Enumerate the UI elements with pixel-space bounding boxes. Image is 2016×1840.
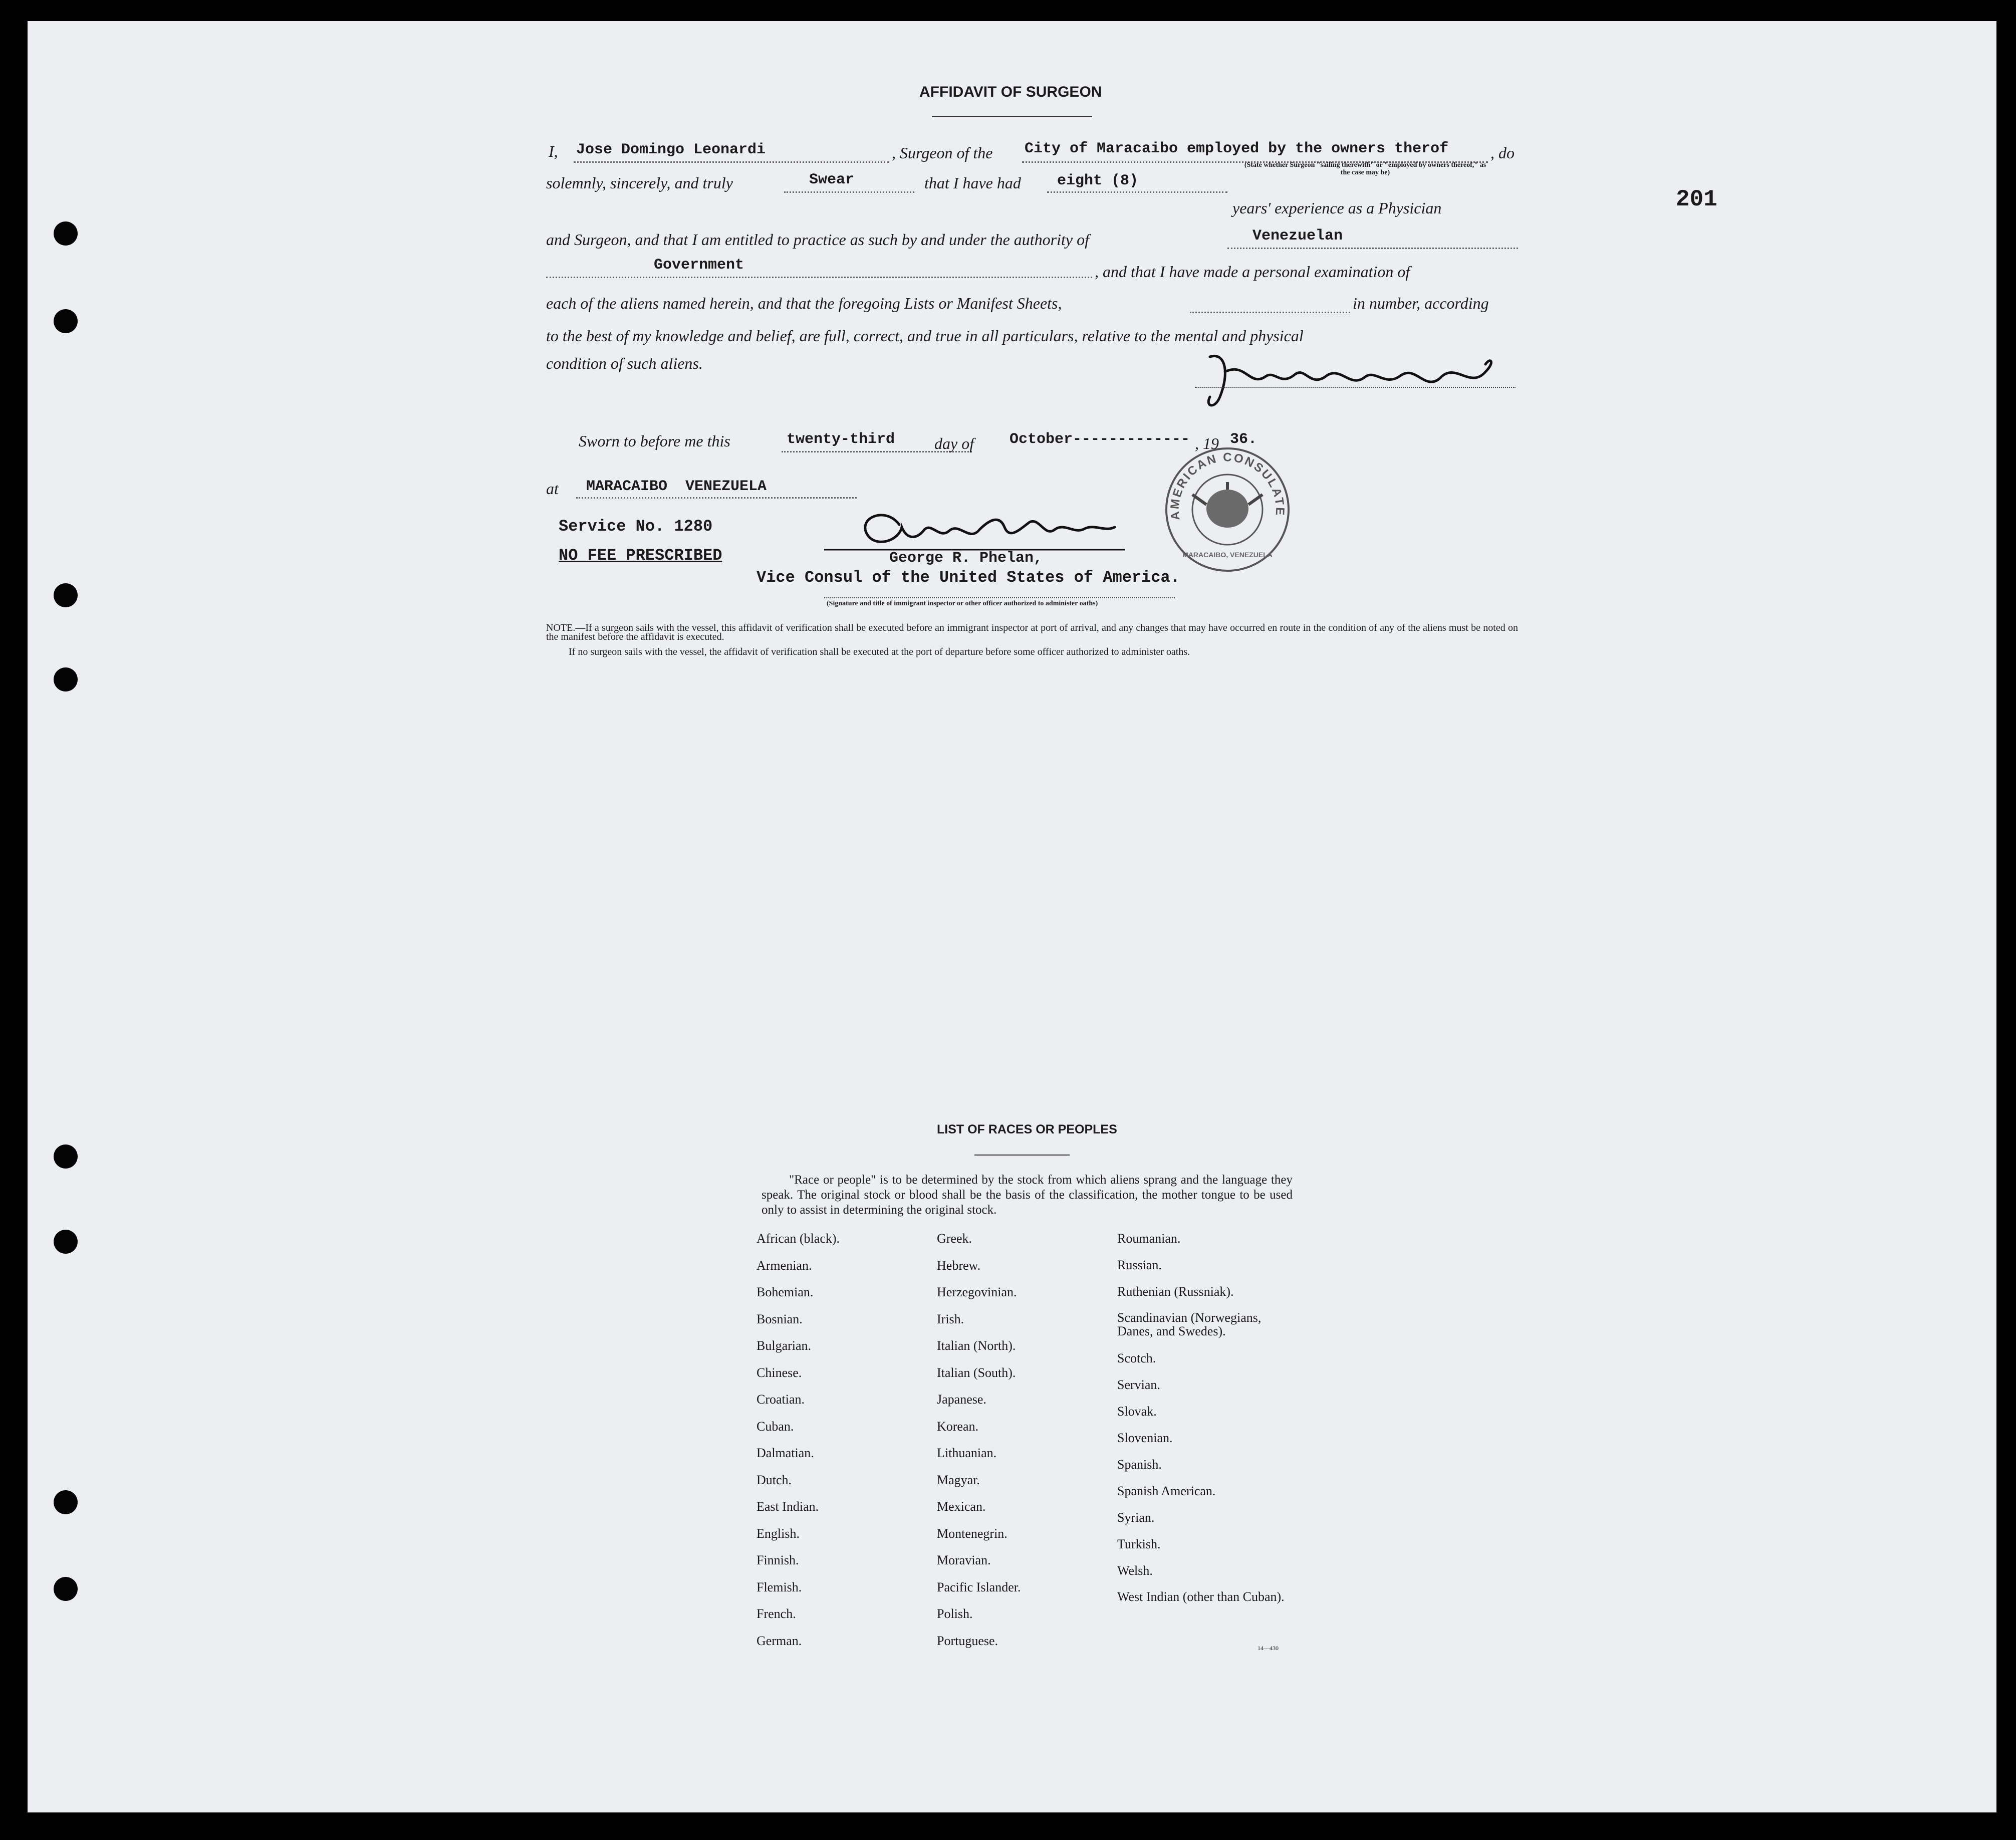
race-item: Spanish. <box>1117 1457 1162 1472</box>
race-item: East Indian. <box>757 1499 819 1514</box>
races-column-1 <box>757 1231 922 1660</box>
race-item: Korean. <box>937 1419 979 1434</box>
line4-suffix: , and that I have made a personal examination of <box>1095 263 1410 281</box>
dots-line2b <box>1047 191 1227 193</box>
place-value: MARACAIBO VENEZUELA <box>586 478 767 495</box>
race-item: Flemish. <box>757 1579 802 1594</box>
race-item: Italian (South). <box>937 1365 1016 1380</box>
race-item: Croatian. <box>757 1392 805 1407</box>
punch-hole-3 <box>54 583 78 607</box>
line3-prefix: and Surgeon, and that I am entitled to practice as such by and under the authority of <box>546 231 1089 249</box>
form-number: 14—430 <box>1257 1645 1279 1652</box>
sworn-year: 36. <box>1230 431 1257 448</box>
race-item: Scotch. <box>1117 1351 1156 1365</box>
punch-hole-5 <box>54 1144 78 1169</box>
line5-prefix: each of the aliens named herein, and that the foregoing Lists or Manifest Sheets, <box>546 294 1062 312</box>
punch-hole-4 <box>54 667 78 692</box>
page-number: 201 <box>1676 186 1717 212</box>
punch-hole-7 <box>54 1490 78 1514</box>
race-item: Servian. <box>1117 1377 1160 1392</box>
sworn-day-label: day of <box>934 434 974 452</box>
line5-suffix: in number, according <box>1353 294 1489 312</box>
race-item: Slovak. <box>1117 1404 1157 1419</box>
line2-mid: that I have had <box>924 174 1021 192</box>
officer-caption: (Signature and title of immigrant inspector or other officer authorized to administer oaths) <box>827 600 1098 607</box>
dots-line1a <box>574 161 889 163</box>
race-item: West Indian (other than Cuban). <box>1117 1589 1285 1604</box>
vessel-caption: (State whether Surgeon "sailing therewith" or "employed by owners thereof," as the case may be) <box>1244 161 1486 176</box>
sworn-day: twenty-third <box>787 431 895 448</box>
race-item: African (black). <box>757 1231 840 1246</box>
race-item: English. <box>757 1526 800 1541</box>
line1-mid: , Surgeon of the <box>892 144 993 162</box>
race-item: Mexican. <box>937 1499 986 1514</box>
affidavit-title: AFFIDAVIT OF SURGEON <box>919 84 1102 100</box>
punch-hole-2 <box>54 309 78 333</box>
race-item: Montenegrin. <box>937 1526 1007 1541</box>
authority-continued: Government <box>654 257 744 274</box>
race-item: Welsh. <box>1117 1563 1153 1578</box>
races-column-2 <box>937 1231 1102 1660</box>
races-column-3 <box>1117 1231 1298 1620</box>
race-item: Scandinavian (Norwegians, Danes, and Swedes). <box>1117 1310 1262 1338</box>
document-sheet <box>28 21 1996 1812</box>
seal-text: AMERICAN CONSULATE <box>1168 450 1287 521</box>
officer-caption-rule <box>824 597 1175 598</box>
race-item: Dutch. <box>757 1472 792 1487</box>
race-item: Finnish. <box>757 1553 799 1567</box>
line2-suffix: years' experience as a Physician <box>1232 199 1442 217</box>
race-item: Magyar. <box>937 1472 980 1487</box>
race-item: Chinese. <box>757 1365 802 1380</box>
dots-line5 <box>1190 312 1350 313</box>
race-item: Japanese. <box>937 1392 986 1407</box>
sworn-prefix: Sworn to before me this <box>579 432 730 450</box>
race-item: German. <box>757 1633 802 1648</box>
race-item: Ruthenian (Russniak). <box>1117 1284 1234 1299</box>
vessel-name: City of Maracaibo employed by the owners therof <box>1025 140 1449 157</box>
dots-line4 <box>546 277 1092 278</box>
surgeon-name: Jose Domingo Leonardi <box>576 141 766 158</box>
years-experience: eight (8) <box>1057 172 1139 189</box>
race-item: Bosnian. <box>757 1311 803 1326</box>
line7-text: condition of such aliens. <box>546 354 703 372</box>
race-item: Bulgarian. <box>757 1338 812 1353</box>
surgeon-signature-line <box>1195 387 1516 388</box>
sworn-year-prefix: , 19 <box>1195 434 1219 452</box>
surgeon-signature <box>1190 342 1521 422</box>
note-label: NOTE. <box>546 622 576 633</box>
officer-title: Vice Consul of the United States of America. <box>757 568 1180 587</box>
race-item: Armenian. <box>757 1258 812 1273</box>
service-number: Service No. 1280 <box>559 517 713 536</box>
dots-line2a <box>784 191 914 193</box>
oath-word: Swear <box>809 171 855 188</box>
race-item: Portuguese. <box>937 1633 998 1648</box>
races-title: LIST OF RACES OR PEOPLES <box>937 1122 1117 1136</box>
note-block <box>546 623 1518 641</box>
consul-signature <box>819 500 1130 555</box>
seal-bottom: MARACAIBO, VENEZUELA <box>1182 551 1273 559</box>
note-1: —If a surgeon sails with the vessel, this affidavit of verification shall be executed before an immigrant inspector at port of arrival, and any changes that may have occurred en route in the condition of any of the aliens must be noted on the manifest before the affidavit is executed. <box>546 622 1518 642</box>
race-item: Dalmatian. <box>757 1446 814 1460</box>
race-item: Greek. <box>937 1231 972 1246</box>
race-item: Roumanian. <box>1117 1231 1181 1246</box>
fee-note: NO FEE PRESCRIBED <box>559 546 722 565</box>
race-item: Slovenian. <box>1117 1431 1173 1445</box>
place-prefix: at <box>546 480 559 498</box>
consulate-seal <box>1162 444 1293 575</box>
title-underline <box>932 116 1092 117</box>
races-intro: "Race or people" is to be determined by the stock from which aliens sprang and the language they speak. The original stock or blood shall be the basis of the classification, the mother tongue to be used only to assist in determining the original stock. <box>762 1173 1293 1217</box>
line6-text: to the best of my knowledge and belief, are full, correct, and true in all particulars, relative to the mental and physical <box>546 327 1304 345</box>
note-2: If no surgeon sails with the vessel, the affidavit of verification shall be executed at the port of departure before some officer authorized to administer oaths. <box>569 646 1190 657</box>
punch-hole-6 <box>54 1230 78 1254</box>
dots-line3 <box>1227 248 1518 249</box>
officer-name: George R. Phelan, <box>889 550 1043 567</box>
race-item: Syrian. <box>1117 1510 1155 1525</box>
line1-suffix: , do <box>1490 144 1515 162</box>
race-item: Pacific Islander. <box>937 1579 1021 1594</box>
race-item: Spanish American. <box>1117 1484 1216 1498</box>
race-item: Russian. <box>1117 1258 1162 1272</box>
dots-place <box>576 497 857 499</box>
race-item: Herzegovinian. <box>937 1285 1017 1299</box>
races-title-underline <box>974 1155 1070 1156</box>
race-item: Polish. <box>937 1606 973 1621</box>
race-item: Turkish. <box>1117 1537 1161 1551</box>
sworn-month: October------------- <box>1010 431 1190 448</box>
line2-prefix: solemnly, sincerely, and truly <box>546 174 733 192</box>
race-item: Hebrew. <box>937 1258 981 1273</box>
race-item: Moravian. <box>937 1553 991 1567</box>
race-item: Bohemian. <box>757 1285 814 1299</box>
race-item: Irish. <box>937 1311 964 1326</box>
authority-value: Venezuelan <box>1252 227 1343 245</box>
line1-prefix: I, <box>549 142 558 160</box>
race-item: Cuban. <box>757 1419 794 1434</box>
punch-hole-1 <box>54 221 78 246</box>
race-item: Italian (North). <box>937 1338 1016 1353</box>
race-item: Lithuanian. <box>937 1446 997 1460</box>
race-item: French. <box>757 1606 796 1621</box>
punch-hole-8 <box>54 1577 78 1601</box>
